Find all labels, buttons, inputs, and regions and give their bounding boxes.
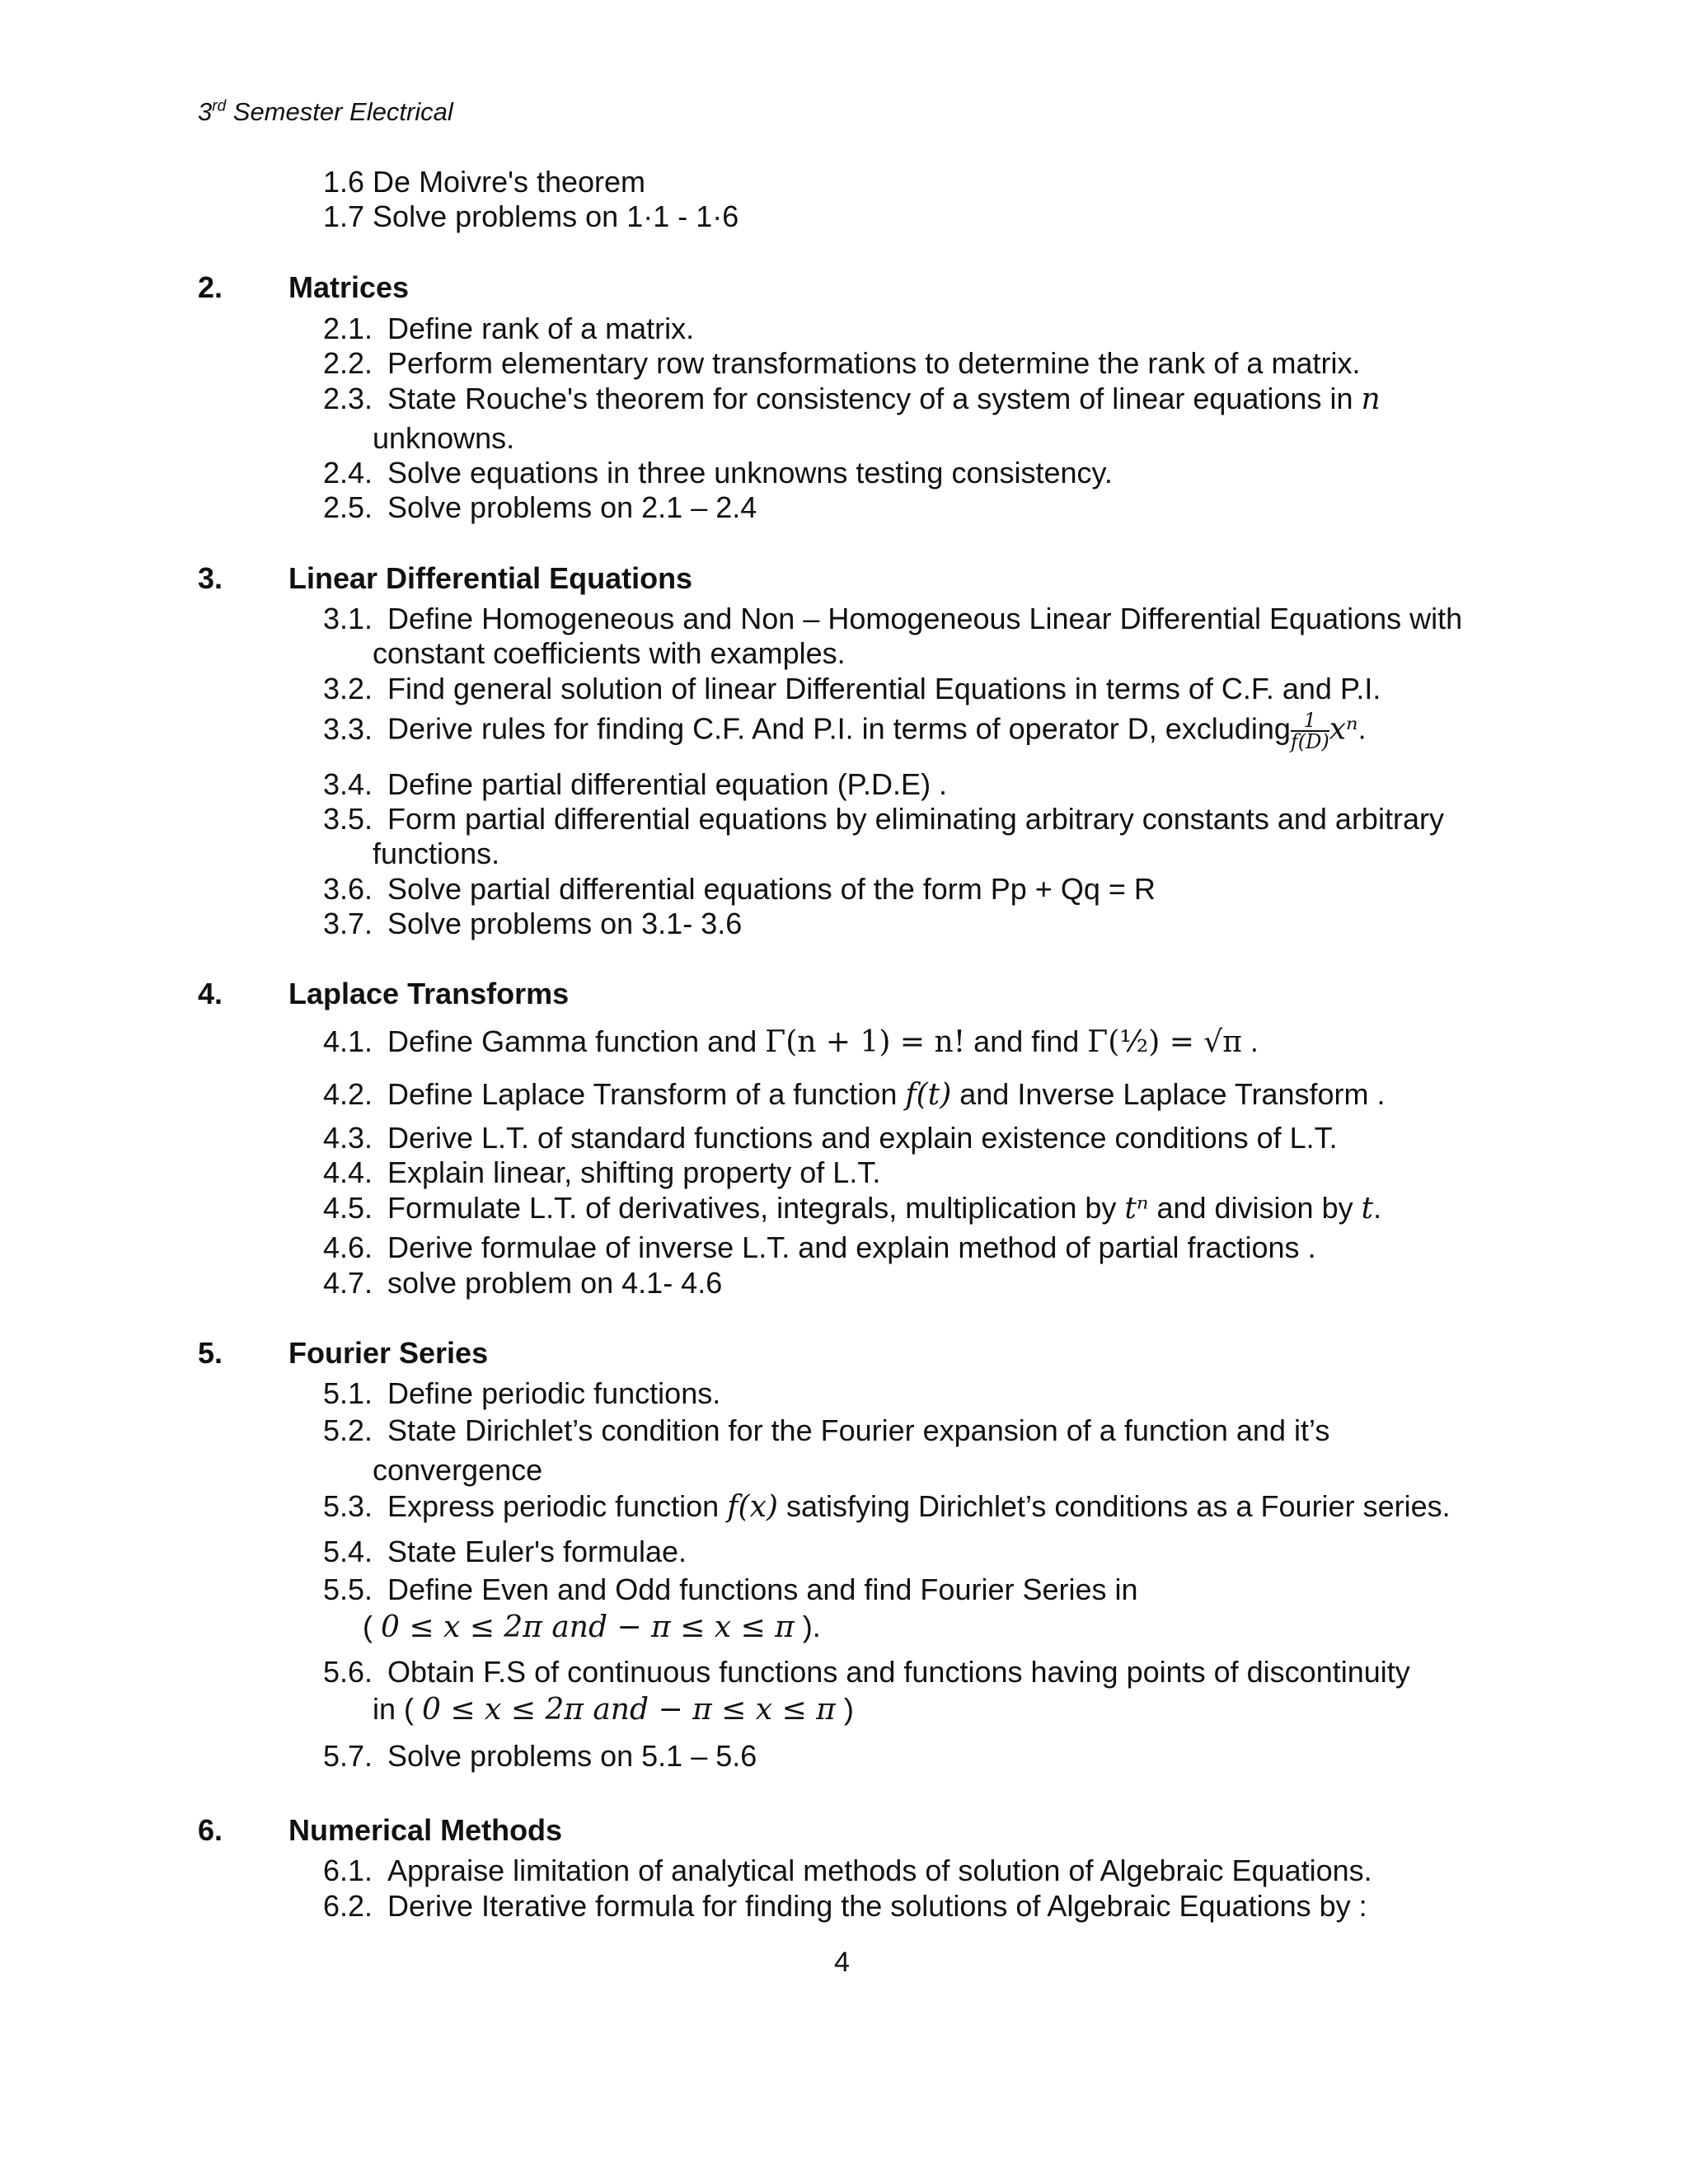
list-item: 2.1. Define rank of a matrix. <box>323 312 695 345</box>
list-item-continuation: constant coefficients with examples. <box>373 636 846 670</box>
list-item: 4.6. Derive formulae of inverse L.T. and explain method of partial fractions . <box>323 1230 1316 1264</box>
list-item-continuation: functions. <box>373 837 500 870</box>
list-item: 3.4. Define partial differential equation (P.D.E) . <box>323 767 948 801</box>
list-item: 3.6. Solve partial differential equations of the form Pp + Qq = R <box>323 872 1156 906</box>
list-item: 3.1. Define Homogeneous and Non – Homogeneous Linear Differential Equations with <box>323 602 1463 635</box>
list-item: 1.7 Solve problems on 1·1 - 1·6 <box>323 199 739 233</box>
section-number: 6. <box>198 1813 223 1847</box>
list-item-continuation: unknowns. <box>373 421 515 455</box>
list-item: 1.6 De Moivre's theorem <box>323 165 646 199</box>
list-item: 3.2. Find general solution of linear Differential Equations in terms of C.F. and P.I. <box>323 672 1381 705</box>
list-item: 2.5. Solve problems on 2.1 – 2.4 <box>323 490 757 524</box>
list-item: 2.3. State Rouche's theorem for consistency of a system of linear equations in n <box>323 382 1381 416</box>
list-item-continuation: ( 0 ≤ x ≤ 2π and − π ≤ x ≤ π ). <box>363 1610 821 1644</box>
list-item: 3.3. Derive rules for finding C.F. And P.I. in terms of operator D, excluding $\frac{1}{f(D)}$ xⁿ. <box>323 709 1367 753</box>
section-title: Linear Differential Equations <box>288 561 693 595</box>
list-item: 5.7. Solve problems on 5.1 – 5.6 <box>323 1739 757 1773</box>
list-item: 4.5. Formulate L.T. of derivatives, integrals, multiplication by tⁿ and division by t. <box>323 1191 1382 1226</box>
section-number: 3. <box>198 561 223 595</box>
list-item: 6.2. Derive Iterative formula for finding the solutions of Algebraic Equations by : <box>323 1889 1367 1923</box>
list-item: 5.5. Define Even and Odd functions and find Fourier Series in <box>323 1572 1138 1606</box>
page-number: 4 <box>834 1947 850 1978</box>
page-header: 3rd Semester Electrical <box>198 97 453 126</box>
list-item: 4.3. Derive L.T. of standard functions and explain existence conditions of L.T. <box>323 1121 1338 1155</box>
section-title: Matrices <box>288 270 410 304</box>
list-item: 5.1. Define periodic functions. <box>323 1376 721 1410</box>
list-item: 4.7. solve problem on 4.1- 4.6 <box>323 1266 723 1300</box>
list-item: 6.1. Appraise limitation of analytical methods of solution of Algebraic Equations. <box>323 1854 1372 1887</box>
fraction: $\frac{1}{f(D)}$ <box>1290 709 1329 753</box>
section-number: 4. <box>198 977 223 1010</box>
section-number: 2. <box>198 270 223 304</box>
list-item: 4.2. Define Laplace Transform of a function f(t) and Inverse Laplace Transform . <box>323 1077 1386 1112</box>
section-number: 5. <box>198 1336 223 1370</box>
list-item: 5.6. Obtain F.S of continuous functions and functions having points of discontinuity <box>323 1655 1410 1689</box>
section-title: Numerical Methods <box>288 1813 563 1847</box>
list-item: 5.2. State Dirichlet’s condition for the Fourier expansion of a function and it’s <box>323 1413 1330 1447</box>
list-item-continuation: convergence <box>373 1453 543 1487</box>
list-item: 4.1. Define Gamma function and Γ(n + 1) = n! and find Γ(½) = √π . <box>323 1024 1259 1059</box>
list-item: 5.3. Express periodic function f(x) satisfying Dirichlet’s conditions as a Fourier series. <box>323 1489 1451 1524</box>
list-item: 3.7. Solve problems on 3.1- 3.6 <box>323 907 743 940</box>
list-item: 2.2. Perform elementary row transformations to determine the rank of a matrix. <box>323 346 1361 380</box>
list-item: 4.4. Explain linear, shifting property of L.T. <box>323 1155 881 1189</box>
list-item-continuation: in ( 0 ≤ x ≤ 2π and − π ≤ x ≤ π ) <box>373 1692 854 1727</box>
list-item: 5.4. State Euler's formulae. <box>323 1535 687 1568</box>
list-item: 2.4. Solve equations in three unknowns testing consistency. <box>323 456 1113 490</box>
section-title: Laplace Transforms <box>288 977 570 1010</box>
list-item: 3.5. Form partial differential equations by eliminating arbitrary constants and arbitrary <box>323 802 1444 836</box>
section-title: Fourier Series <box>288 1336 489 1370</box>
